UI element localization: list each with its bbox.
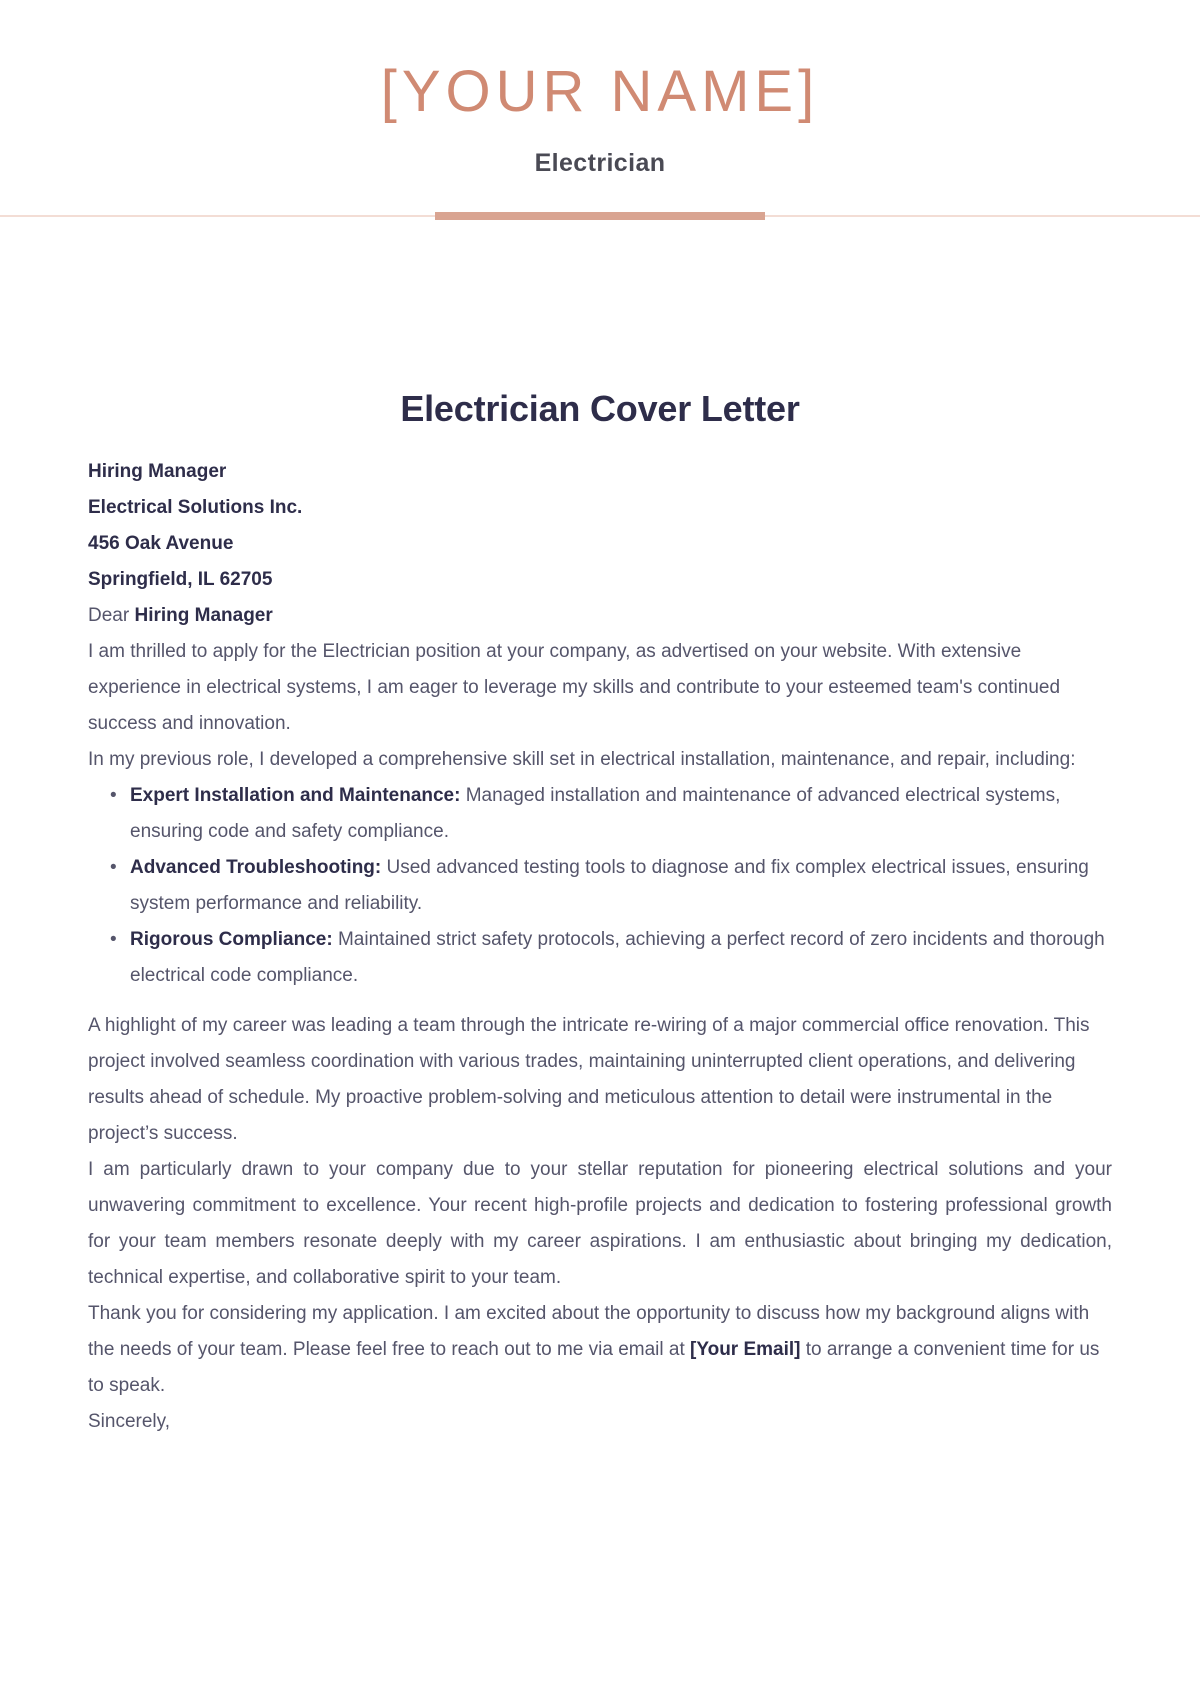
letter-body [0, 388, 1200, 1440]
list-item [110, 922, 1112, 994]
paragraph-skills-intro: In my previous role, I developed a comprehensive skill set in electrical installation, maintenance, and repair, including: [88, 748, 1076, 770]
skills-list [88, 778, 1112, 994]
paragraph-company-interest: I am particularly drawn to your company due to your stellar reputation for pioneering electrical solutions and your unwavering commitment to excellence. Your recent high-profile projects and dedication to fostering professional growth for your team members resonate deeply with my career aspirations. I am enthusiastic about bringing my dedication, technical expertise, and collaborative spirit to your team. [88, 1158, 1112, 1288]
recipient-line: Electrical Solutions Inc. [88, 496, 303, 518]
letterhead [0, 0, 1200, 178]
candidate-role: Electrician [534, 148, 666, 177]
list-item-lead: Advanced Troubleshooting: [130, 856, 382, 878]
recipient-line: Hiring Manager [88, 460, 227, 482]
closing-text-before: Thank you for considering my application. I am excited about the opportunity to discuss how my background aligns with the needs of your team. Please feel free to reach out to me via email at [88, 1302, 1090, 1360]
page-title: Electrician Cover Letter [400, 387, 800, 429]
recipient-address-block [88, 454, 1112, 598]
list-item [110, 778, 1112, 850]
closing-text-after: to arrange a convenient time for us to speak. [88, 1338, 1100, 1396]
sign-off: Sincerely, [88, 1410, 171, 1432]
salutation [88, 598, 1112, 634]
email-placeholder: [Your Email] [690, 1338, 801, 1360]
header-divider [0, 212, 1200, 222]
candidate-name: [YOUR NAME] [380, 59, 820, 124]
paragraph-intro: I am thrilled to apply for the Electrician position at your company, as advertised on your website. With extensive experience in electrical systems, I am eager to leverage my skills and contribute to your esteemed team's continued success and innovation. [88, 640, 1061, 734]
salutation-prefix: Dear [88, 604, 135, 626]
list-item-lead: Expert Installation and Maintenance: [130, 784, 461, 806]
salutation-name: Hiring Manager [134, 604, 273, 626]
list-item-lead: Rigorous Compliance: [130, 928, 333, 950]
list-item [110, 850, 1112, 922]
divider-accent-bar [435, 212, 765, 220]
list-item-text: Managed installation and maintenance of advanced electrical systems, ensuring code and safety compliance. [130, 784, 1061, 842]
paragraph-career-highlight: A highlight of my career was leading a team through the intricate re-wiring of a major commercial office renovation. This project involved seamless coordination with various trades, maintaining uninterrupted client operations, and delivering results ahead of schedule. My proactive problem-solving and meticulous attention to detail were instrumental in the project’s success. [88, 1014, 1090, 1144]
paragraph-closing [88, 1296, 1112, 1404]
recipient-line: 456 Oak Avenue [88, 532, 234, 554]
list-item-text: Used advanced testing tools to diagnose and fix complex electrical issues, ensuring system performance and reliability. [130, 856, 1089, 914]
list-item-text: Maintained strict safety protocols, achieving a perfect record of zero incidents and thorough electrical code compliance. [130, 928, 1105, 986]
recipient-line: Springfield, IL 62705 [88, 568, 273, 590]
